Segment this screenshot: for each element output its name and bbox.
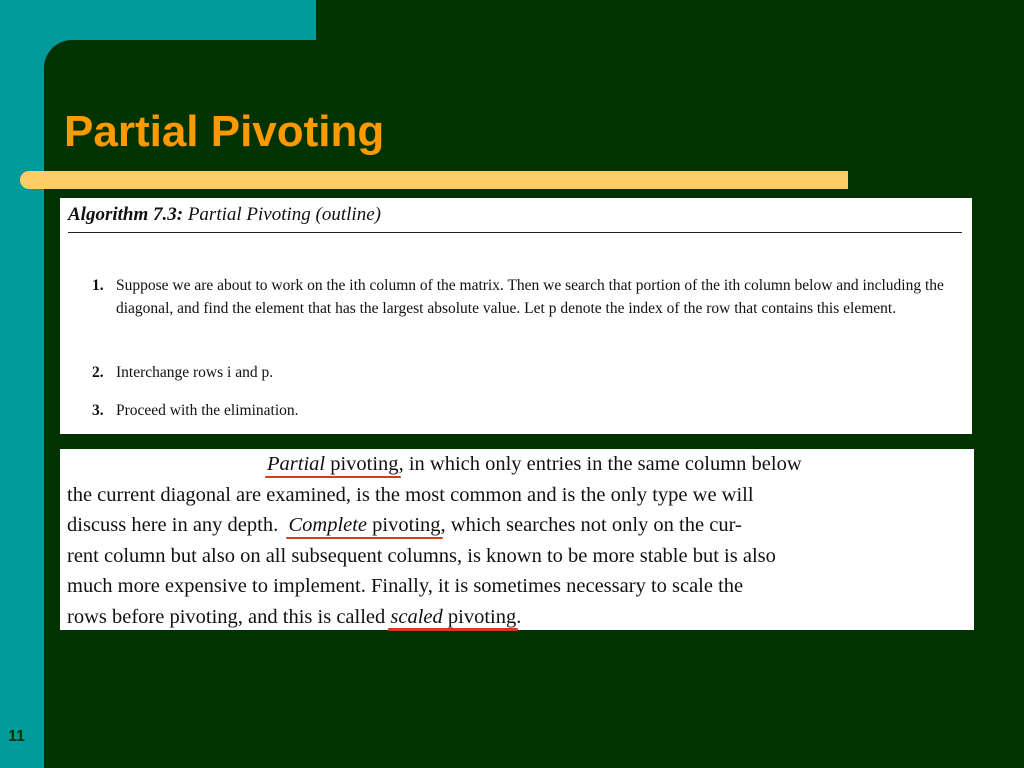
pivoting-paragraph-box	[60, 449, 974, 630]
paragraph-line: rent column but also on all subsequent columns, is known to be more stable but is also	[67, 544, 776, 567]
step-number: 1.	[92, 277, 104, 294]
top-teal-block	[0, 0, 316, 40]
line-text: rows before pivoting, and this is called	[67, 605, 386, 628]
title-underline-bar	[20, 171, 848, 189]
algorithm-heading	[68, 204, 381, 226]
line-text: discuss here in any depth.	[67, 514, 279, 536]
algorithm-step	[92, 361, 962, 384]
line-text: , in which only entries in the same column below	[398, 453, 802, 475]
page-number: 11	[8, 728, 25, 745]
step-text: Suppose we are about to work on the ith column of the matrix. Then we search that portion of the ith column below and including the diagonal, and find the element that has the largest absolute value. Let p denote the index of the row that contains this element.	[116, 277, 944, 317]
step-number: 2.	[92, 364, 104, 381]
algorithm-label: Algorithm 7.3:	[68, 204, 184, 225]
line-text: , which searches not only on the cur-	[440, 514, 742, 536]
term-pivoting: pivoting	[330, 453, 399, 475]
scaled-pivoting-underline	[390, 606, 516, 628]
step-text: Proceed with the elimination.	[116, 402, 299, 419]
paragraph-line: the current diagonal are examined, is the most common and is the only type we will	[67, 483, 754, 506]
paragraph-line	[67, 602, 969, 633]
complete-pivoting-underline	[288, 514, 440, 536]
line-text: .	[516, 605, 522, 628]
left-teal-strip	[0, 0, 44, 768]
slide-title: Partial Pivoting	[64, 107, 385, 156]
term-scaled: scaled	[390, 605, 443, 628]
term-complete: Complete	[288, 514, 368, 536]
algorithm-name: Partial Pivoting (outline)	[187, 204, 381, 225]
dark-top-band	[316, 0, 1024, 40]
paragraph-line: much more expensive to implement. Finally, it is sometimes necessary to scale the	[67, 575, 744, 597]
paragraph-line	[67, 449, 969, 480]
term-pivoting: pivoting	[372, 514, 441, 536]
algorithm-step	[92, 274, 962, 320]
step-text: Interchange rows i and p.	[116, 364, 274, 381]
term-partial: Partial	[267, 453, 326, 475]
term-pivoting: pivoting	[447, 605, 517, 628]
partial-pivoting-underline	[267, 453, 399, 475]
pivoting-paragraph	[67, 449, 969, 632]
paragraph-line	[67, 510, 969, 541]
algorithm-rule	[68, 232, 962, 233]
step-number: 3.	[92, 402, 104, 419]
algorithm-box	[60, 198, 972, 434]
algorithm-step	[92, 399, 962, 422]
